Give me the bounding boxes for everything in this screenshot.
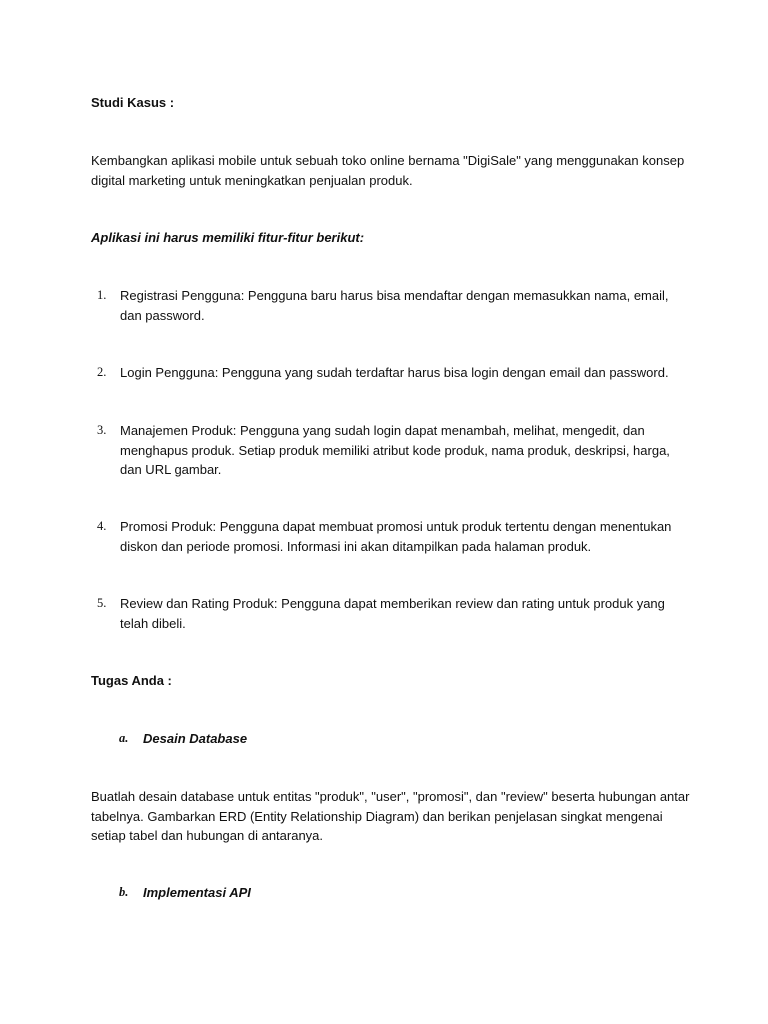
features-heading: Aplikasi ini harus memiliki fitur-fitur berikut:	[91, 230, 365, 245]
feature-item-5	[91, 594, 691, 633]
task-title: Desain Database	[143, 731, 248, 746]
list-text: Manajemen Produk: Pengguna yang sudah login dapat menambah, melihat, mengedit, dan menghapus produk. Setiap produk memiliki atribut kode produk, nama produk, deskripsi, harga, dan URL gambar.	[120, 423, 670, 477]
list-text: Review dan Rating Produk: Pengguna dapat memberikan review dan rating untuk produk yang telah dibeli.	[120, 596, 665, 631]
list-number: 1.	[97, 288, 107, 302]
feature-item-3	[91, 421, 691, 480]
task-a-description: Buatlah desain database untuk entitas "produk", "user", "promosi", dan "review" beserta hubungan antar tabelnya. Gambarkan ERD (Entity Relationship Diagram) dan berikan penjelasan singkat mengenai setiap tabel dan hubungan di antaranya.	[91, 789, 690, 843]
task-item-b	[119, 883, 679, 903]
task-letter: b.	[119, 885, 129, 899]
intro-paragraph: Kembangkan aplikasi mobile untuk sebuah toko online bernama "DigiSale" yang menggunakan konsep digital marketing untuk meningkatkan penjualan produk.	[91, 153, 685, 188]
list-text: Login Pengguna: Pengguna yang sudah terdaftar harus bisa login dengan email dan password.	[120, 365, 669, 380]
list-number: 3.	[97, 423, 107, 437]
list-text: Registrasi Pengguna: Pengguna baru harus bisa mendaftar dengan memasukkan nama, email, dan password.	[120, 288, 669, 323]
feature-item-1	[91, 286, 691, 325]
list-number: 5.	[97, 596, 107, 610]
case-study-heading: Studi Kasus :	[91, 95, 175, 110]
tasks-heading: Tugas Anda :	[91, 673, 172, 688]
task-item-a	[119, 729, 679, 749]
task-letter: a.	[119, 731, 129, 745]
list-text: Promosi Produk: Pengguna dapat membuat promosi untuk produk tertentu dengan menentukan diskon dan periode promosi. Informasi ini akan ditampilkan pada halaman produk.	[120, 519, 672, 554]
feature-item-2	[91, 363, 691, 383]
list-number: 2.	[97, 365, 107, 379]
task-title: Implementasi API	[143, 885, 251, 900]
feature-item-4	[91, 517, 691, 556]
list-number: 4.	[97, 519, 107, 533]
